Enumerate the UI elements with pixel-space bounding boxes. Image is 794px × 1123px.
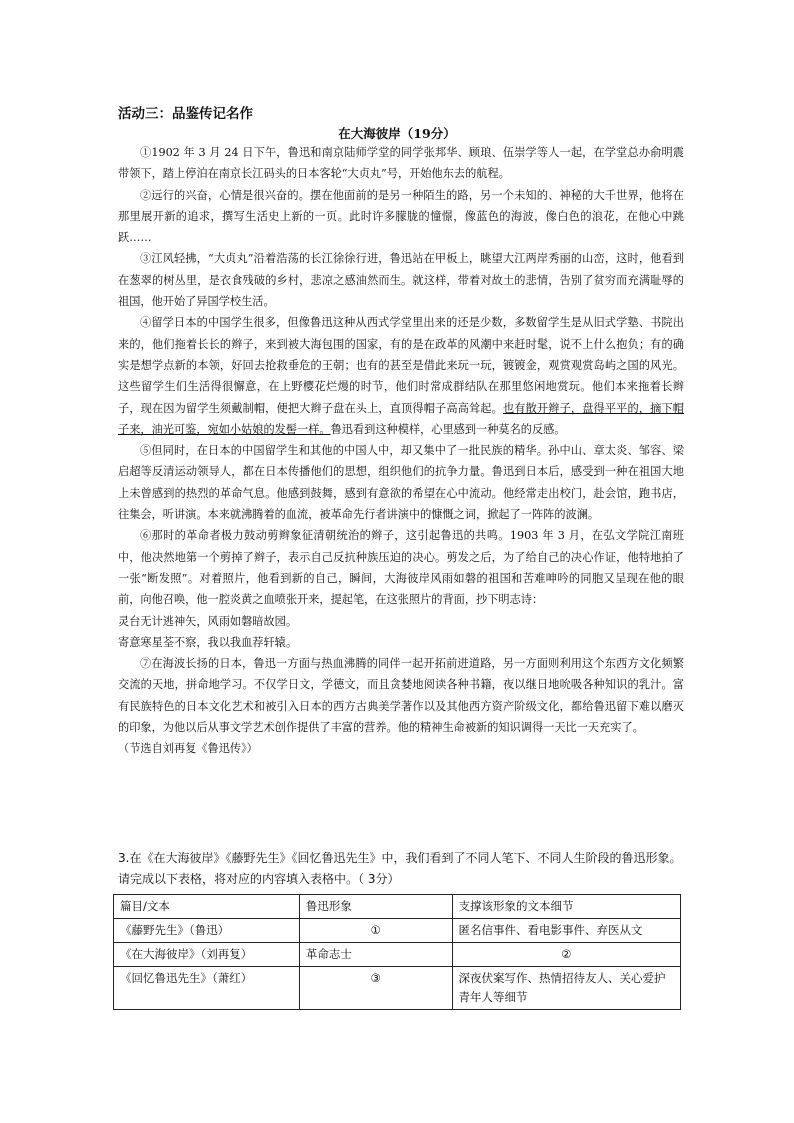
poem-line-1: 灵台无计逃神矢，风雨如磐暗故园。 [118, 614, 298, 628]
table-header: 篇目/文本 [114, 895, 300, 919]
answer-table [113, 894, 681, 1010]
source-citation: （节选自刘再复《鲁迅传》） [118, 742, 258, 756]
underlined-sentence: 也有散开辫子，盘得平平的，摘下帽子来，油光可鉴，宛如小姑娘的发髻一样。 [118, 401, 684, 436]
table-cell: 革命志士 [299, 943, 452, 967]
article-title: 在大海彼岸（19分） [338, 126, 456, 141]
table-cell-blank[interactable]: ① [299, 919, 452, 943]
paragraph-5: ⑤但同时，在日本的中国留学生和其他的中国人中，却又集中了一批民族的精华。孙中山、章太炎、邹容、梁启超等反清运动领导人，都在日本传播他们的思想，组织他们的抗争力量。鲁迅到日本后，感受到一种在祖国大地上未曾感到的热烈的革命气息。他感到鼓舞，感到有意欲的希望在心中流动。他经常走出校门，赴会馆，跑书店，往集会，听讲演。本来就沸腾着的血流，被革命先行者讲演中的慷慨之词，掀起了一阵阵的波澜。 [118, 444, 684, 522]
table-cell: 匿名信事件、看电影事件、弃医从文 [452, 919, 680, 943]
paragraph-3: ③江风轻拂，“大贞丸”沿着浩荡的长江徐徐行进，鲁迅站在甲板上，眺望大江两岸秀丽的山峦，这时，他看到在葱翠的树丛里，是衣食残破的乡村，悲凉之感油然而生。就这样，带着对故土的悲情，告别了贫穷而充满耻辱的祖国，他开始了异国学校生活。 [118, 252, 684, 309]
table-cell: 《在大海彼岸》（刘再复） [114, 943, 300, 967]
paragraph-4-end: 鲁迅看到这种模样，心里感到一种莫名的反感。 [330, 422, 566, 436]
paragraph-1: ①1902 年 3 月 24 日下午，鲁迅和南京陆师学堂的同学张邦华、顾琅、伍崇学等人一起，在学堂总办俞明震带领下，踏上停泊在南京长江码头的日本客轮“大贞丸”号，开始他东去的航程。 [118, 146, 684, 181]
paragraph-6: ⑥那时的革命者极力鼓动剪辫象征清朝统治的辫子，这引起鲁迅的共鸣。1903 年 3 月，在弘文学院江南班中，他决然地第一个剪掉了辫子，表示自己反抗种族压迫的决心。剪发之后，为了给自己的决心作证，他特地拍了一张“断发照”。对着照片，他看到新的自己，瞬间，大海彼岸风雨如磐的祖国和苦难呻吟的同胞又呈现在他的眼前，向他召唤，他一腔炎黄之血喷张开来，提起笔，在这张照片的背面，抄下明志诗： [118, 529, 684, 607]
table-row [114, 967, 681, 1010]
article-body [118, 142, 684, 760]
paragraph-4-text: ④留学日本的中国学生很多，但像鲁迅这种从西式学堂里出来的还是少数，多数留学生是从旧式学塾、书院出来的，他们拖着长长的辫子，来到被大海包围的国家，有的是在政革的风潮中来赶时髦，说不上什么抱负；有的确实是想学点新的本领，好回去抢救垂危的王朝；也有的甚至是借此来玩一玩，镀镀金，观赏观赏岛屿之国的风光。这些留学生们生活得很懈意，在上野樱花烂熳的时节，他们时常成群结队在那里悠闲地赏玩。他们本来拖着长辫子，现在因为留学生须戴制帽，便把大辫子盘在头上，直顶得帽子高高耸起。 [118, 316, 684, 415]
table-cell: 《回忆鲁迅先生》（萧红） [114, 967, 300, 1010]
paragraph-4 [118, 312, 684, 440]
table-cell: 《藤野先生》（鲁迅） [114, 919, 300, 943]
poem-line-2: 寄意寒星荃不察，我以我血荐轩辕。 [118, 635, 298, 649]
table-header: 支撑该形象的文本细节 [452, 895, 680, 919]
section-heading: 活动三：品鉴传记名作 [118, 106, 253, 122]
table-cell: 深夜伏案写作、热情招待友人、关心爱护青年人等细节 [452, 967, 680, 1010]
table-cell-blank[interactable]: ③ [299, 967, 452, 1010]
paragraph-2: ②远行的兴奋，心情是很兴奋的。摆在他面前的是另一种陌生的路，另一个未知的、神秘的大千世界，他将在那里展开新的追求，撰写生活史上新的一页。此时许多朦胧的憧憬，像蓝色的海波，像白色的浪花，在他心中跳跃…… [118, 188, 684, 245]
paragraph-7: ⑦在海波长扬的日本，鲁迅一方面与热血沸腾的同伴一起开拓前进道路，另一方面则利用这个东西方文化频繁交流的天地，拼命地学习。不仅学日文，学德文，而且贪婪地阅读各种书籍，夜以继日地吮吸各种知识的乳汁。富有民族特色的日本文化艺术和被引入日本的西方古典美学著作以及其他西方资产阶级文化，都给鲁迅留下难以磨灭的印象，为他以后从事文学艺术创作提供了丰富的营养。他的精神生命被新的知识调得一天比一天充实了。 [118, 657, 684, 735]
table-header: 鲁迅形象 [299, 895, 452, 919]
table-header-row [114, 895, 681, 919]
question-3: 3.在《在大海彼岸》《藤野先生》《回忆鲁迅先生》中，我们看到了不同人笔下、不同人生阶段的鲁迅形象。请完成以下表格，将对应的内容填入表格中。（ 3分） [118, 851, 682, 886]
table-cell-blank[interactable]: ② [452, 943, 680, 967]
table-row [114, 919, 681, 943]
table-row [114, 943, 681, 967]
